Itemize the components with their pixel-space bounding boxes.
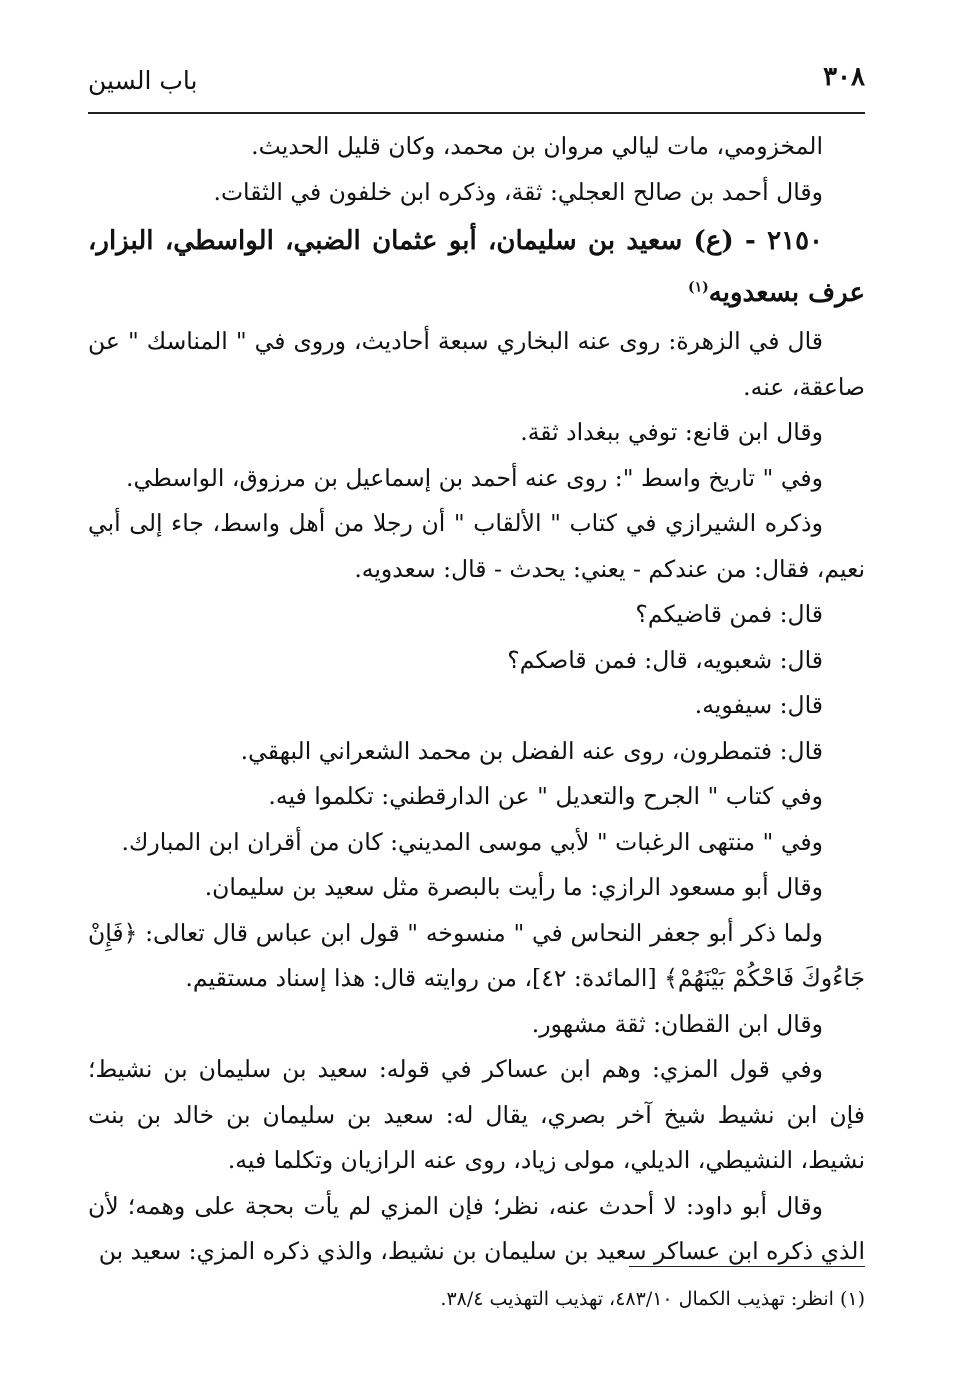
paragraph: وقال أبو مسعود الرازي: ما رأيت بالبصرة مثل سعيد بن سليمان. [204,873,823,901]
paragraph: قال: سيفويه. [694,691,823,719]
paragraph: المخزومي، مات ليالي مروان بن محمد، وكان قليل الحديث. [251,132,823,160]
paragraph: وقال ابن القطان: ثقة مشهور. [531,1009,823,1038]
running-title: باب السين [88,66,198,95]
footnote-rule [629,1266,865,1267]
header-rule [88,112,865,114]
footnote-marker: (١) [688,279,709,296]
paragraph: قال: فمن قاضيكم؟ [635,600,823,628]
paragraph: وقال ابن قانع: توفي ببغداد ثقة. [520,418,823,446]
main-text [88,124,865,1275]
paragraph: وفي " منتهى الرغبات " لأبي موسى المديني: كان من أقران ابن المبارك. [121,827,823,856]
paragraph: قال: فتمطرون، روى عنه الفضل بن محمد الشعراني البهقي. [240,736,823,765]
page-number: ٣٠٨ [823,62,865,92]
entry-heading [88,215,865,319]
page-header [88,62,865,112]
paragraph: وفي قول المزي: وهم ابن عساكر في قوله: سعيد بن سليمان بن نشيط؛ فإن ابن نشيط شيخ آخر بصري، يقال له: سعيد بن سليمان بن خالد بن بنت نشيط، النشيطي، الديلي، مولى زياد، روى عنه الرازيان وتكلما فيه. [88,1055,865,1174]
footnote: (١) انظر: تهذيب الكمال ٤٨٣/١٠، تهذيب التهذيب ٣٨/٤. [440,1288,865,1310]
entry-heading-text: ٢١٥٠ - (ع) سعيد بن سليمان، أبو عثمان الضبي، الواسطي، البزار، عرف بسعدويه [88,226,865,308]
paragraph: قال: شعبويه، قال: فمن قاصكم؟ [507,645,823,674]
paragraph: وذكره الشيرازي في كتاب " الألقاب " أن رجلا من أهل واسط، جاء إلى أبي نعيم، فقال: من عندكم - يعني: يحدث - قال: سعدويه. [88,509,865,583]
paragraph: قال في الزهرة: روى عنه البخاري سبعة أحاديث، وروى في " المناسك " عن صاعقة، عنه. [88,327,865,401]
paragraph: وفي " تاريخ واسط ": روى عنه أحمد بن إسماعيل بن مرزوق، الواسطي. [126,463,823,492]
paragraph: وفي كتاب " الجرح والتعديل " عن الدارقطني: تكلموا فيه. [268,782,823,810]
paragraph: وقال أحمد بن صالح العجلي: ثقة، وذكره ابن خلفون في الثقات. [213,177,823,206]
paragraph: وقال أبو داود: لا أحدث عنه، نظر؛ فإن المزي لم يأت بحجة على وهمه؛ لأن الذي ذكره ابن عساكر سعيد بن سليمان بن نشيط، والذي ذكره المزي: سعيد بن [88,1191,865,1265]
paragraph: ولما ذكر أبو جعفر النحاس في " منسوخه " قول ابن عباس قال تعالى: ﴿فَإِنْ جَاءُوكَ فَاحْكُمْ بَيْنَهُمْ﴾ [المائدة: ٤٢]، من روايته قال: هذا إسناد مستقيم. [88,918,865,992]
